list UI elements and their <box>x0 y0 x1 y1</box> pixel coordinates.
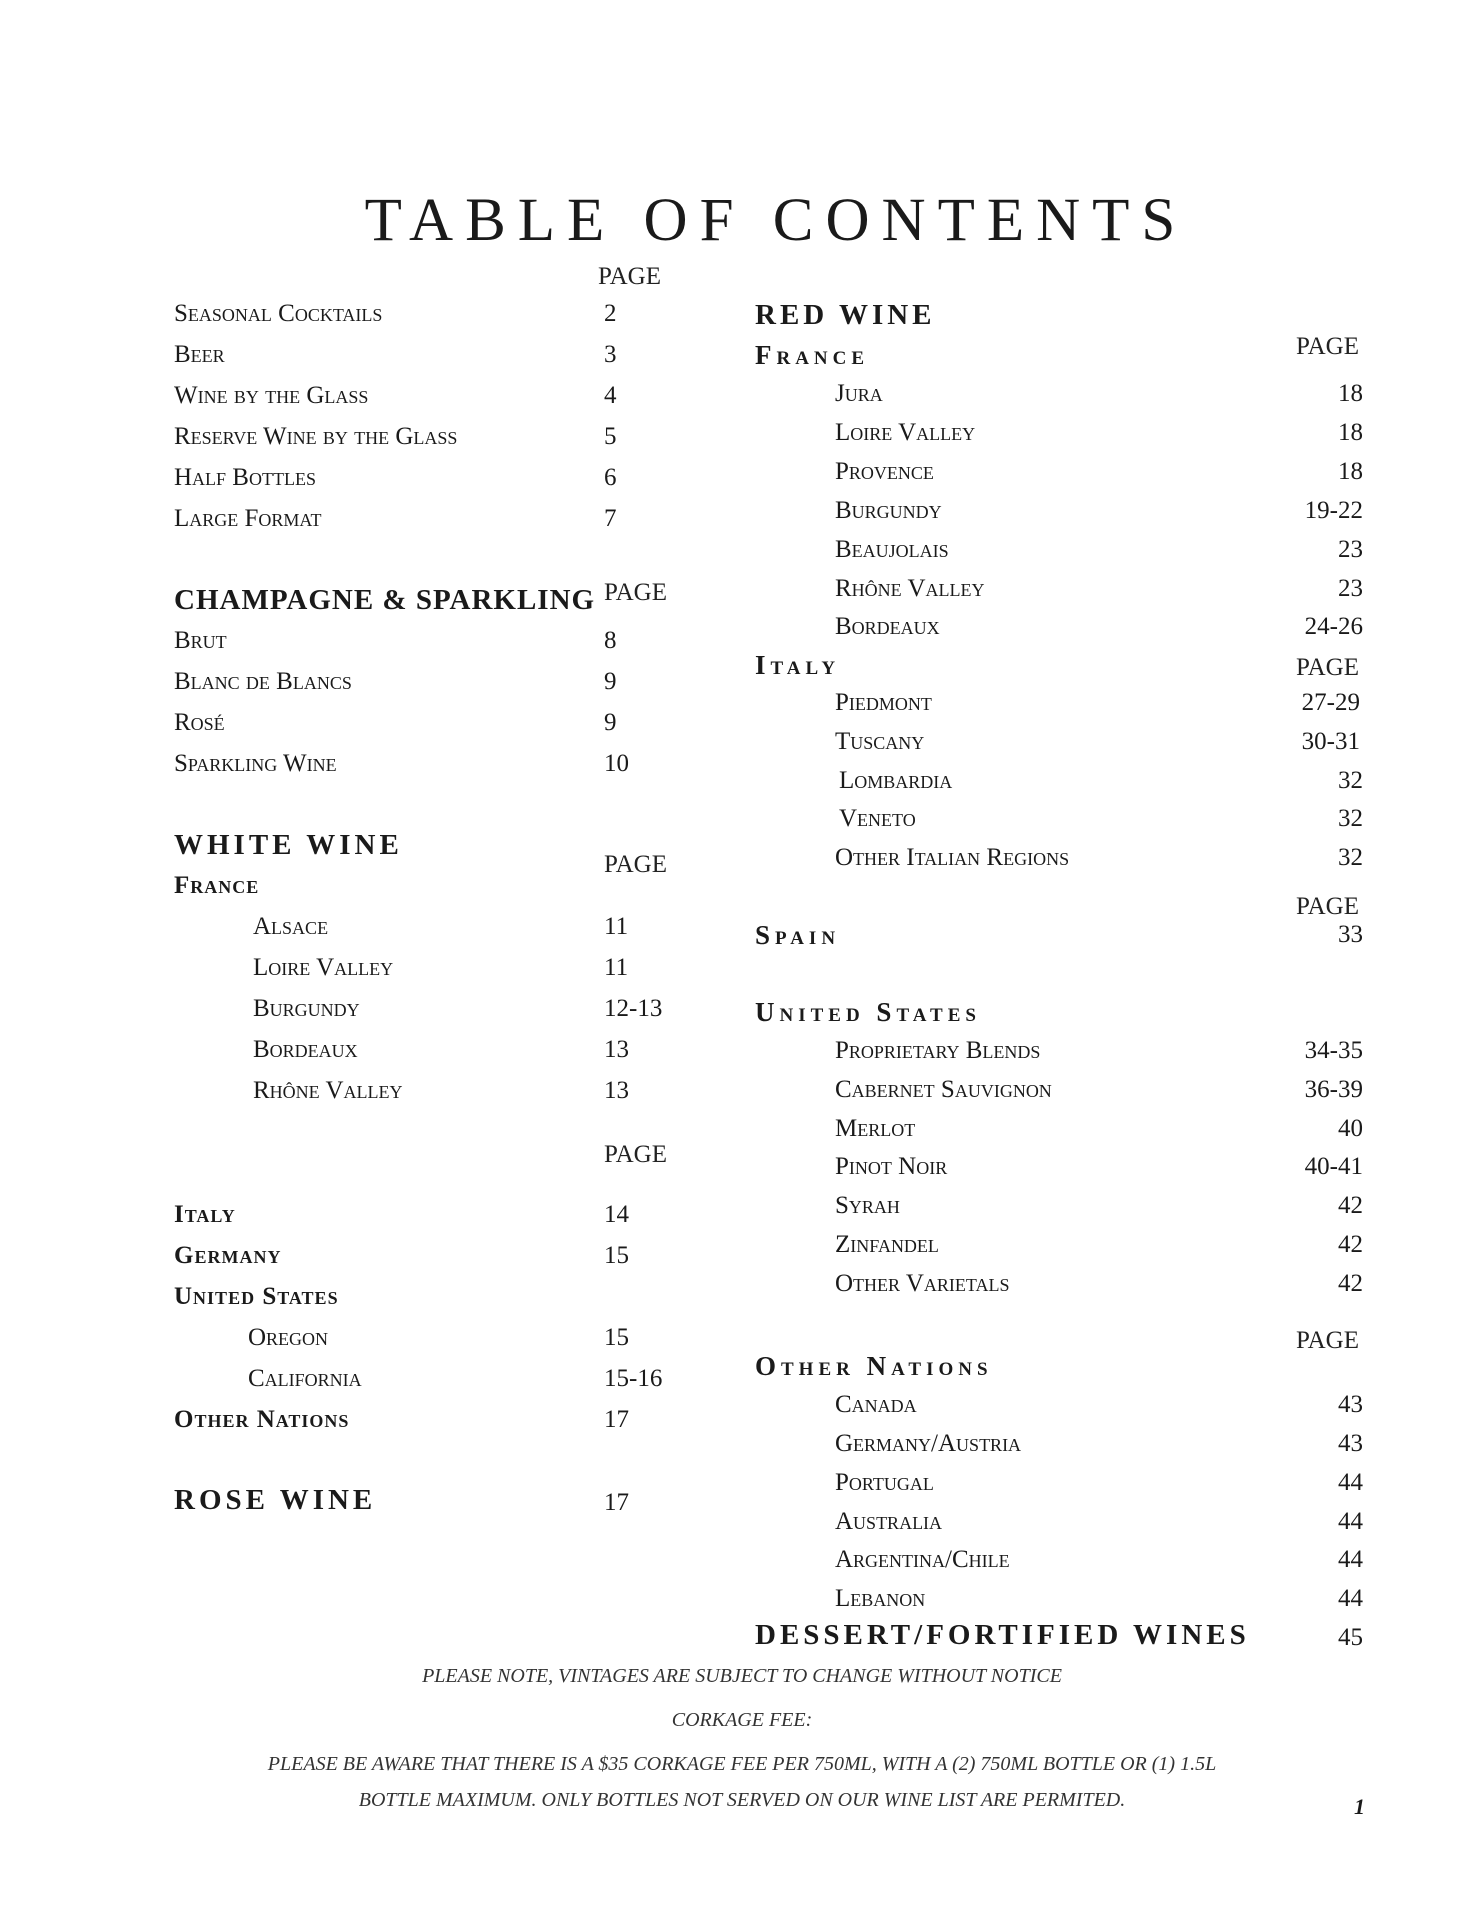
toc-page-number: 44 <box>1338 1546 1363 1573</box>
toc-page-number: 4 <box>604 382 617 409</box>
toc-entry: Rhône Valley <box>253 1077 403 1104</box>
toc-page-number: 44 <box>1338 1585 1363 1612</box>
section-heading-white-wine: WHITE WINE <box>174 829 403 861</box>
toc-entry: Brut <box>174 627 227 654</box>
toc-page-number: 9 <box>604 709 617 736</box>
toc-page-number: 3 <box>604 341 617 368</box>
toc-page-number: 15-16 <box>604 1365 663 1392</box>
page-column-header: PAGE <box>604 851 667 878</box>
toc-entry: Bordeaux <box>835 613 940 640</box>
toc-page-number: 19-22 <box>1304 497 1363 524</box>
toc-entry: Blanc de Blancs <box>174 668 352 695</box>
toc-page-number: 42 <box>1338 1192 1363 1219</box>
page-column-header: PAGE <box>1296 654 1359 681</box>
region-heading-italy: Italy <box>174 1201 236 1228</box>
toc-entry: Australia <box>835 1508 943 1535</box>
toc-entry: Sparkling Wine <box>174 750 337 777</box>
toc-page-number: 44 <box>1338 1469 1363 1496</box>
toc-entry: Beer <box>174 341 225 368</box>
corkage-note-line-1: PLEASE BE AWARE THAT THERE IS A $35 CORKAGE FEE PER 750ML, WITH A (2) 750ML BOTTLE OR (1) 1.5L <box>267 1753 1217 1775</box>
toc-page-number: 42 <box>1338 1270 1363 1297</box>
page-number: 1 <box>1354 1794 1365 1819</box>
page-column-header: PAGE <box>604 1141 667 1168</box>
toc-page-number: 17 <box>604 1406 629 1433</box>
toc-entry: California <box>248 1365 362 1392</box>
toc-page-number: 45 <box>1338 1624 1363 1651</box>
toc-entry: Tuscany <box>835 728 925 755</box>
corkage-heading: CORKAGE FEE: <box>671 1709 813 1731</box>
toc-entry: Large Format <box>174 505 322 532</box>
toc-entry: Veneto <box>839 805 916 832</box>
toc-page-number: 36-39 <box>1304 1076 1363 1103</box>
toc-entry: Rhône Valley <box>835 575 985 602</box>
toc-page-number: 24-26 <box>1304 613 1363 640</box>
region-heading-united-states: United States <box>174 1283 339 1310</box>
toc-entry: Burgundy <box>835 497 942 524</box>
toc-entry: Wine by the Glass <box>174 382 369 409</box>
toc-entry: Syrah <box>835 1192 900 1219</box>
region-heading-italy: Italy <box>755 650 841 680</box>
toc-entry: Other Varietals <box>835 1270 1010 1297</box>
toc-page-number: 13 <box>604 1036 629 1063</box>
section-heading-rose-wine: ROSE WINE <box>174 1484 377 1516</box>
toc-entry: Loire Valley <box>835 419 976 446</box>
toc-entry: Seasonal Cocktails <box>174 300 383 327</box>
toc-page-number: 11 <box>604 913 629 940</box>
toc-page-number: 43 <box>1338 1391 1363 1418</box>
toc-entry: Germany/Austria <box>835 1430 1022 1457</box>
toc-page-number: 15 <box>604 1324 629 1351</box>
toc-entry: Cabernet Sauvignon <box>835 1076 1052 1103</box>
toc-page-number: 9 <box>604 668 617 695</box>
page-column-header: PAGE <box>598 263 661 290</box>
toc-page-number: 32 <box>1338 767 1363 794</box>
toc-entry: Proprietary Blends <box>835 1037 1041 1064</box>
region-heading-france: France <box>174 872 260 899</box>
toc-page-number: 40-41 <box>1304 1153 1363 1180</box>
page-column-header: PAGE <box>1296 893 1359 920</box>
region-heading-spain: Spain <box>755 920 841 950</box>
toc-entry: Reserve Wine by the Glass <box>174 423 458 450</box>
toc-page-number: 7 <box>604 505 617 532</box>
toc-page-number: 6 <box>604 464 617 491</box>
toc-page-number: 13 <box>604 1077 629 1104</box>
toc-entry: Burgundy <box>253 995 360 1022</box>
toc-page-number: 43 <box>1338 1430 1363 1457</box>
toc-entry: Lombardia <box>839 767 953 794</box>
toc-entry: Provence <box>835 458 934 485</box>
toc-entry: Piedmont <box>835 689 932 716</box>
toc-entry: Pinot Noir <box>835 1153 948 1180</box>
toc-page-number: 44 <box>1338 1508 1363 1535</box>
toc-entry: Bordeaux <box>253 1036 358 1063</box>
toc-page-number: 30-31 <box>1301 728 1360 755</box>
toc-entry: Beaujolais <box>835 536 949 563</box>
toc-entry: Lebanon <box>835 1585 926 1612</box>
toc-entry: Oregon <box>248 1324 329 1351</box>
region-heading-other-nations: Other Nations <box>755 1351 993 1381</box>
toc-page-number: 2 <box>604 300 617 327</box>
toc-page-number: 18 <box>1338 380 1363 407</box>
toc-entry: Argentina/Chile <box>835 1546 1010 1573</box>
page-column-header: PAGE <box>1296 1327 1359 1354</box>
toc-page-number: 18 <box>1338 458 1363 485</box>
region-heading-united-states: United States <box>755 997 981 1027</box>
toc-page-number: 12-13 <box>604 995 663 1022</box>
section-heading-dessert-fortified: DESSERT/FORTIFIED WINES <box>755 1619 1250 1651</box>
toc-page-number: 8 <box>604 627 617 654</box>
toc-page-number: 17 <box>604 1489 629 1516</box>
page-column-header: PAGE <box>1296 333 1359 360</box>
toc-page-number: 18 <box>1338 419 1363 446</box>
toc-entry: Rosé <box>174 709 225 736</box>
section-heading-champagne: CHAMPAGNE & SPARKLING <box>174 584 596 616</box>
toc-page-number: 32 <box>1338 844 1363 871</box>
section-heading-red-wine: RED WINE <box>755 299 936 331</box>
region-heading-france: France <box>755 340 870 370</box>
toc-entry: Jura <box>835 380 883 407</box>
toc-entry: Alsace <box>253 913 329 940</box>
toc-page-number: 32 <box>1338 805 1363 832</box>
toc-entry: Portugal <box>835 1469 934 1496</box>
corkage-note-line-2: BOTTLE MAXIMUM. ONLY BOTTLES NOT SERVED ON OUR WINE LIST ARE PERMITED. <box>358 1789 1126 1811</box>
toc-entry: Zinfandel <box>835 1231 939 1258</box>
toc-page-number: 34-35 <box>1304 1037 1363 1064</box>
toc-entry: Canada <box>835 1391 917 1418</box>
toc-page-number: 40 <box>1338 1115 1363 1142</box>
region-heading-other-nations: Other Nations <box>174 1406 350 1433</box>
toc-page-number: 11 <box>604 954 629 981</box>
toc-page-number: 5 <box>604 423 617 450</box>
page-column-header: PAGE <box>604 579 667 606</box>
toc-page-number: 33 <box>1338 921 1363 948</box>
toc-entry: Merlot <box>835 1115 916 1142</box>
region-heading-germany: Germany <box>174 1242 282 1269</box>
toc-page-number: 42 <box>1338 1231 1363 1258</box>
toc-entry: Half Bottles <box>174 464 316 491</box>
toc-page-number: 27-29 <box>1301 689 1360 716</box>
vintage-note: PLEASE NOTE, VINTAGES ARE SUBJECT TO CHANGE WITHOUT NOTICE <box>422 1665 1062 1687</box>
page-title: TABLE OF CONTENTS <box>364 187 1188 254</box>
toc-page-number: 15 <box>604 1242 629 1269</box>
toc-page-number: 10 <box>604 750 629 777</box>
toc-page-number: 23 <box>1338 575 1363 602</box>
toc-entry: Loire Valley <box>253 954 394 981</box>
toc-entry: Other Italian Regions <box>835 844 1070 871</box>
toc-page-number: 14 <box>604 1201 629 1228</box>
toc-page-number: 23 <box>1338 536 1363 563</box>
